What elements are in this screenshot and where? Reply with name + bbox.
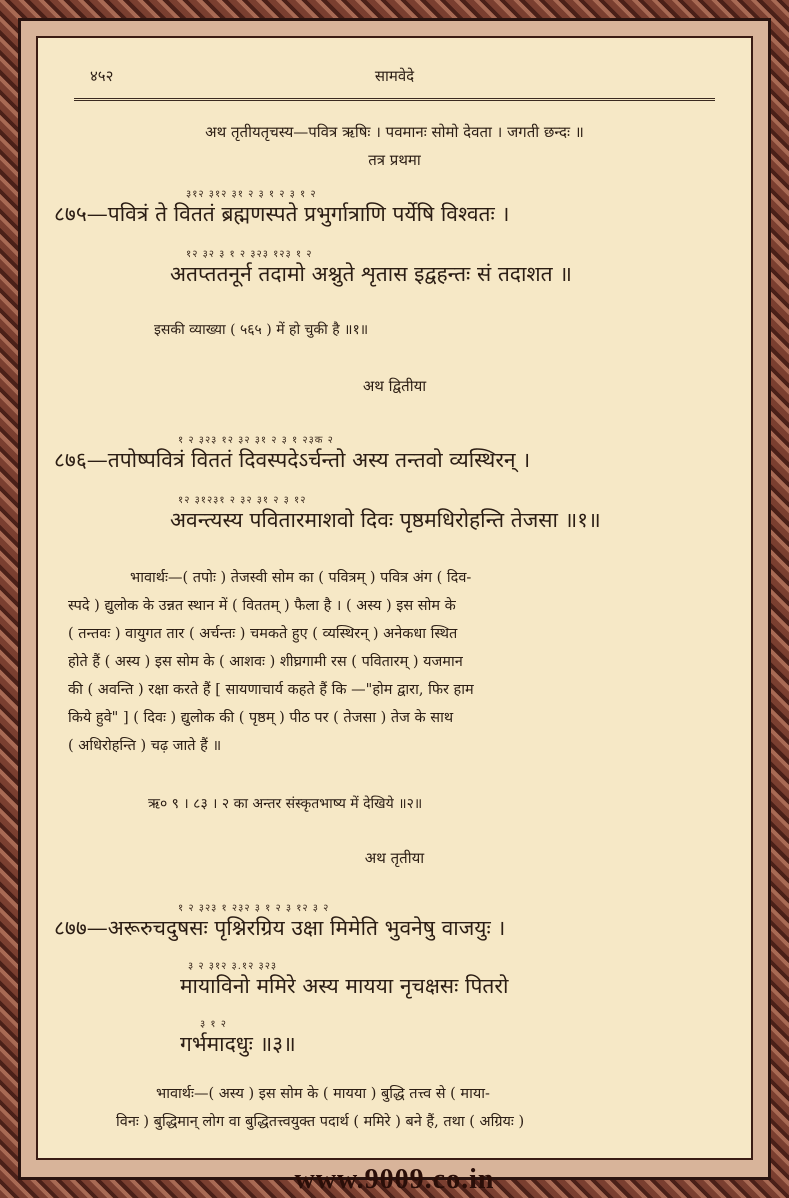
book-title: सामवेदे bbox=[374, 67, 415, 85]
scanned-page bbox=[36, 36, 753, 1160]
bhashya-line: होते हैं ( अस्य ) इस सोम के ( आशवः ) शीघ्रगामी रस ( पवितारम् ) यजमान bbox=[68, 654, 463, 670]
section-heading-2: अथ द्वितीया bbox=[362, 377, 427, 395]
bhashya-line: भावार्थः—( तपोः ) तेजस्वी सोम का ( पवित्रम् ) पवित्र अंग ( दिव- bbox=[130, 570, 472, 586]
accent-marks: ३ २ ३१२ ३.१२ ३२३ bbox=[188, 961, 278, 972]
page-number: ४५२ bbox=[90, 67, 114, 85]
bhashya-876 bbox=[68, 564, 718, 760]
section-heading-3: अथ तृतीया bbox=[364, 849, 425, 867]
verse-875-line-2: अतप्ततनूर्न तदामो अश्नुते शृतास इद्वहन्तः सं तदाशत ॥ bbox=[170, 262, 572, 286]
accent-marks: ३ १ २ bbox=[200, 1019, 227, 1030]
accent-marks: १ २ ३२३ १ २३२ ३ १ २ ३ १२ ३ २ bbox=[178, 903, 330, 914]
verse-875-line-1: ८७५—पवित्रं ते विततं ब्रह्मणस्पते प्रभुर्गात्राणि पर्येषि विश्वतः । bbox=[54, 202, 510, 226]
section-meta: अथ तृतीयतृचस्य—पवित्र ऋषिः । पवमानः सोमो देवता । जगती छन्दः ॥ bbox=[205, 123, 584, 141]
accent-marks: ३१२ ३१२ ३१ २ ३ १ २ ३ १ २ bbox=[186, 189, 317, 200]
verse-877-line-1: ८७७—अरूरुचदुषसः पृश्निरग्रिय उक्षा मिमेति भुवनेषु वाजयुः । bbox=[54, 916, 506, 940]
bhashya-line: विनः ) बुद्धिमान् लोग वा बुद्धितत्त्वयुक्त पदार्थ ( ममिरे ) बने हैं, तथा ( अग्रियः ) bbox=[116, 1114, 525, 1130]
verse-877-line-2: मायाविनो ममिरे अस्य मायया नृचक्षसः पितरो bbox=[180, 974, 509, 998]
bhashya-line: ( तन्तवः ) वायुगत तार ( अर्चन्तः ) चमकते हुए ( व्यस्थिरन् ) अनेकधा स्थित bbox=[68, 626, 458, 642]
accent-marks: १२ ३२ ३ १ २ ३२३ १२३ १ २ bbox=[186, 249, 313, 260]
bhashya-line: स्पदे ) द्युलोक के उन्नत स्थान में ( विततम् ) फैला है । ( अस्य ) इस सोम के bbox=[68, 598, 456, 614]
verse-876-line-2: अवन्त्यस्य पवितारमाशवो दिवः पृष्ठमधिरोहन्ति तेजसा ॥१॥ bbox=[170, 508, 601, 532]
bhashya-line: किये हुवे" ] ( दिवः ) द्युलोक की ( पृष्ठम् ) पीठ पर ( तेजसा ) तेज के साथ bbox=[68, 710, 454, 726]
site-watermark: www.9009.co.in bbox=[294, 1164, 495, 1195]
verse-876-note: ऋ० ९ । ८३ । २ का अन्तर संस्कृतभाष्य में देखिये ॥२॥ bbox=[148, 796, 423, 812]
accent-marks: १२ ३१२३१ २ ३२ ३१ २ ३ १२ bbox=[178, 495, 307, 506]
header-rule bbox=[74, 98, 715, 101]
accent-marks: १ २ ३२३ १२ ३२ ३१ २ ३ १ २३क २ bbox=[178, 435, 334, 446]
bhashya-line: की ( अवन्ति ) रक्षा करते हैं [ सायणाचार्य कहते हैं कि —"होम द्वारा, फिर हाम bbox=[68, 682, 474, 698]
verse-876-line-1: ८७६—तपोष्पवित्रं विततं दिवस्पदेऽर्चन्तो अस्य तन्तवो व्यस्थिरन् । bbox=[54, 448, 531, 472]
bhashya-line: भावार्थः—( अस्य ) इस सोम के ( मायया ) बुद्धि तत्त्व से ( माया- bbox=[156, 1086, 490, 1102]
bhashya-line: ( अधिरोहन्ति ) चढ़ जाते हैं ॥ bbox=[68, 738, 222, 754]
verse-877-line-3: गर्भमादधुः ॥३॥ bbox=[180, 1032, 296, 1056]
bhashya-877 bbox=[68, 1080, 718, 1136]
section-heading: तत्र प्रथमा bbox=[368, 151, 421, 169]
verse-875-note: इसकी व्याख्या ( ५६५ ) में हो चुकी है ॥१॥ bbox=[154, 322, 369, 338]
